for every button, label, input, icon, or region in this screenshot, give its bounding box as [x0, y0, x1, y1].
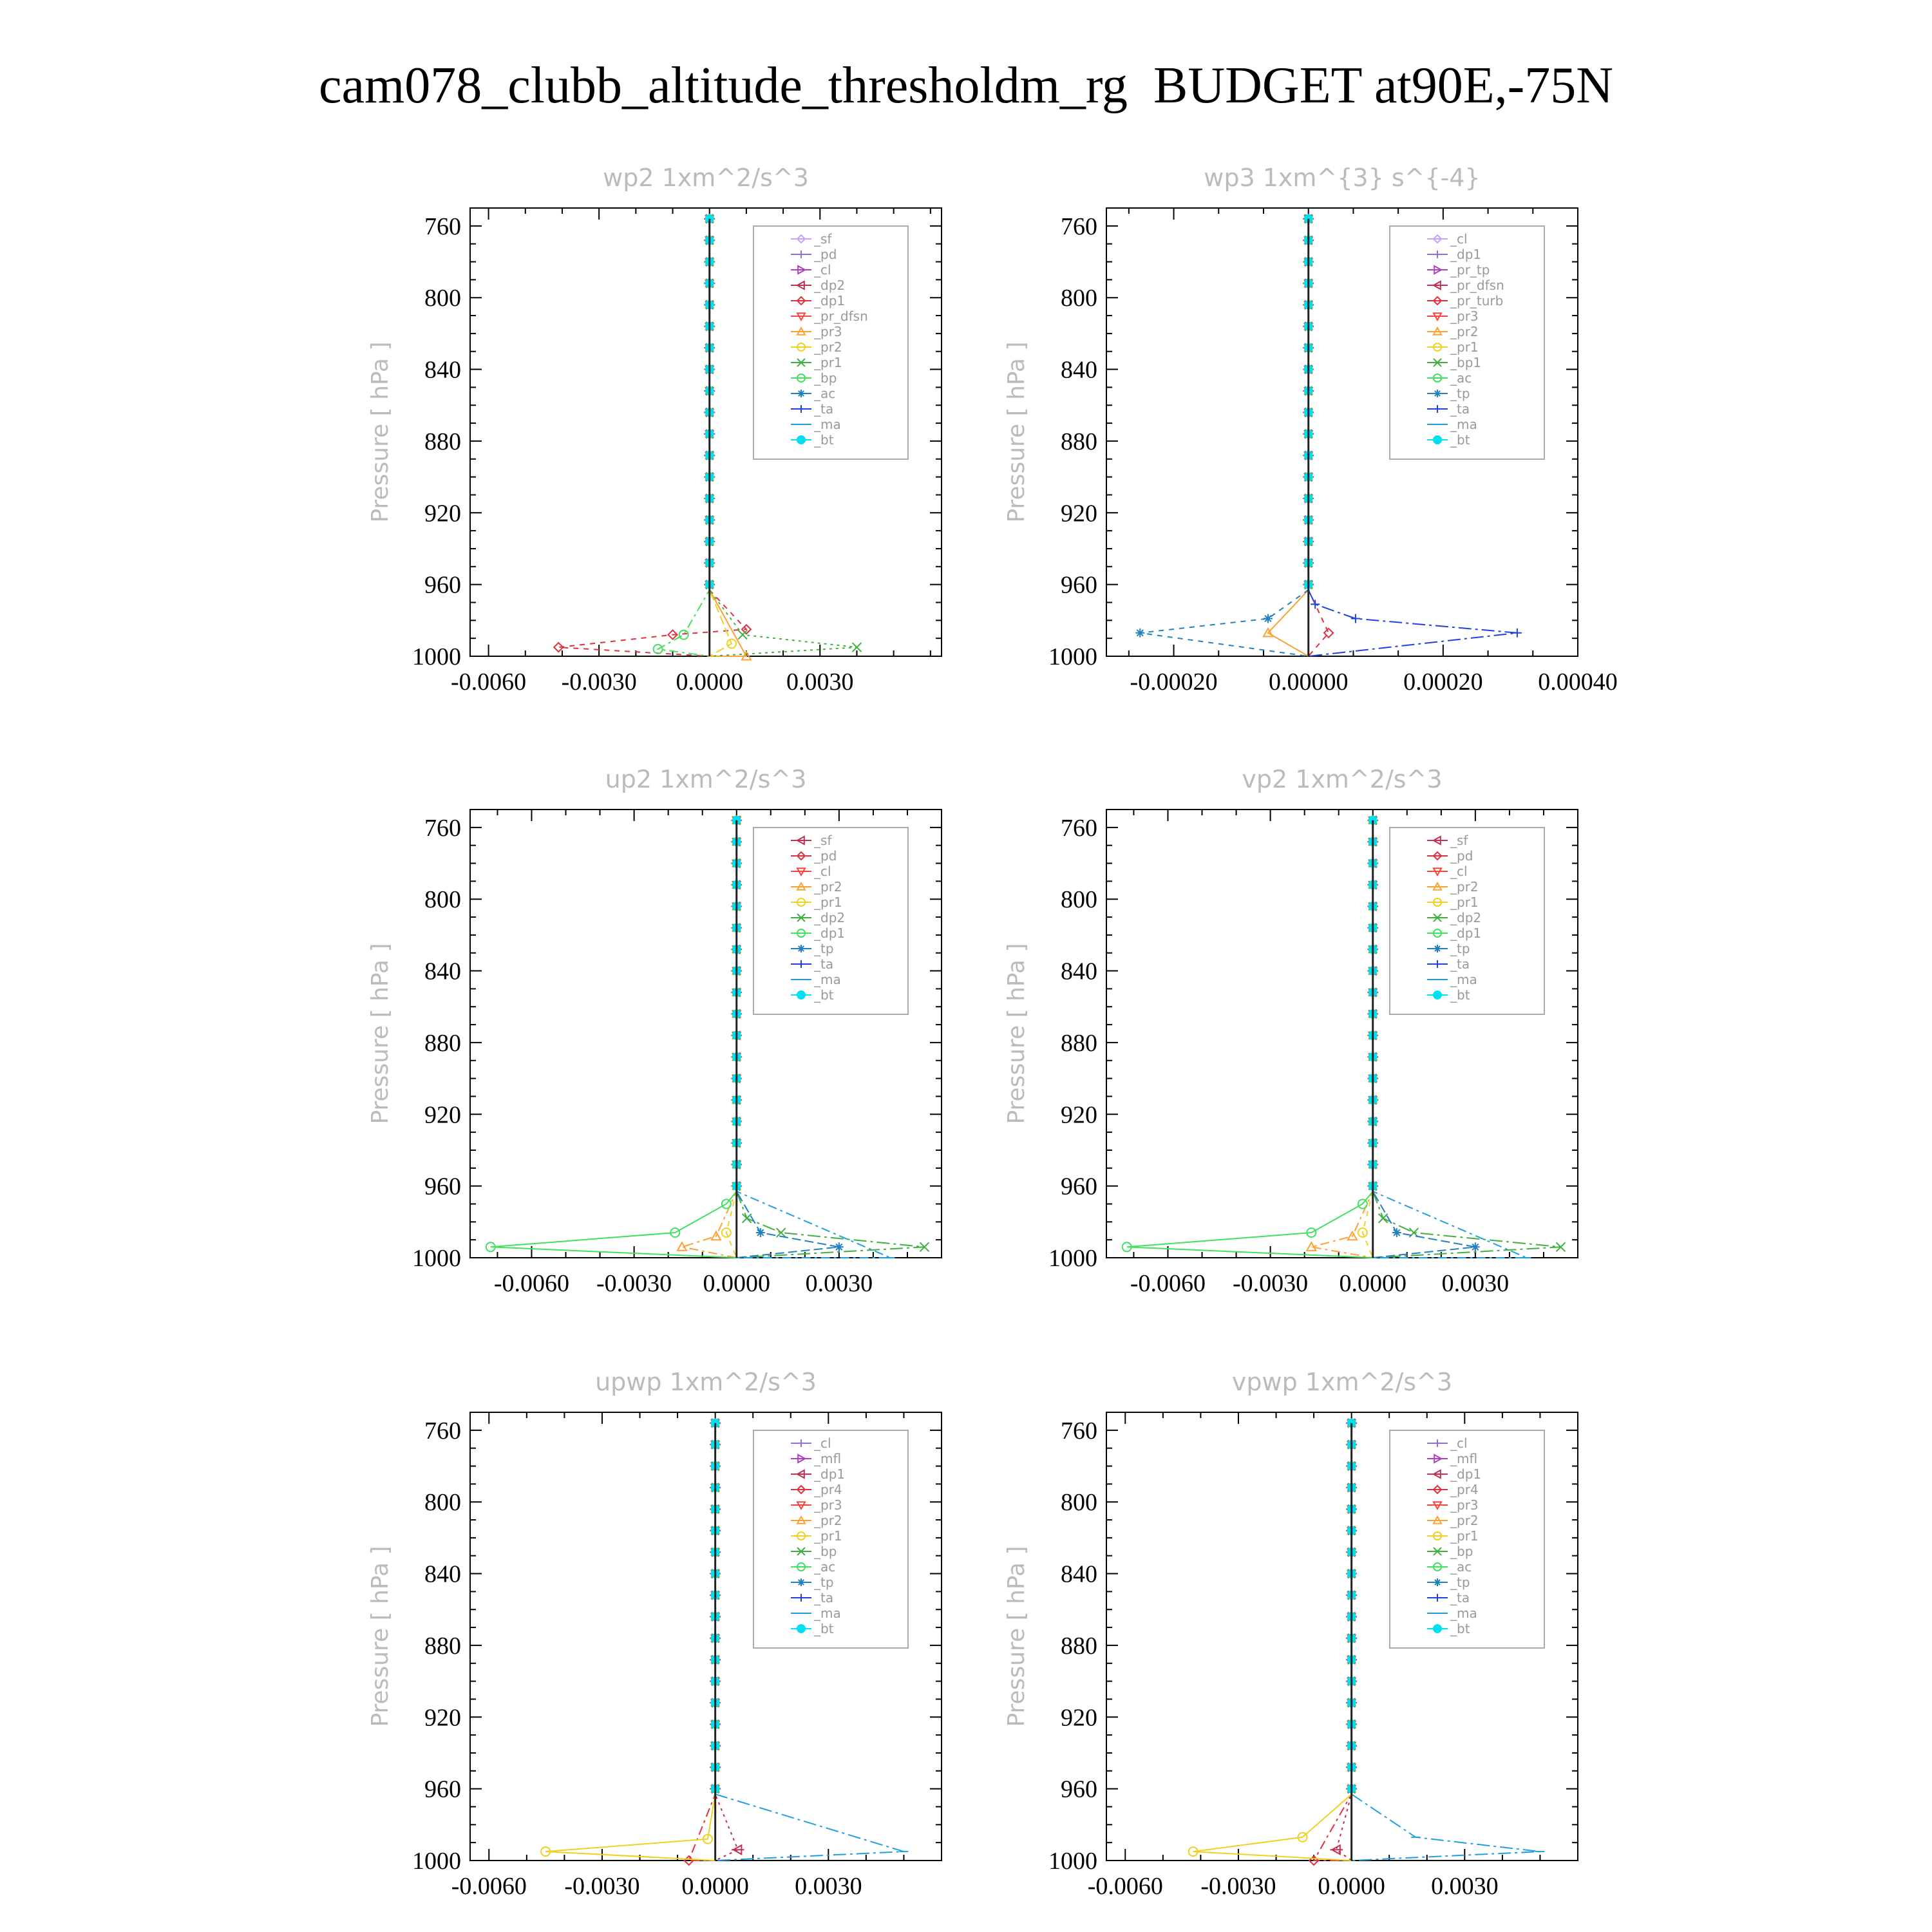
series-line [682, 820, 737, 1258]
legend-label: _ac [1450, 1559, 1472, 1575]
y-axis-label: Pressure [ hPa ] [1003, 1546, 1030, 1727]
y-tick-label: 880 [424, 1632, 461, 1660]
legend-marker [797, 1578, 805, 1586]
y-tick-label: 880 [1061, 1029, 1097, 1057]
x-tick-label: 0.0000 [703, 1270, 770, 1297]
y-tick-label: 960 [424, 571, 461, 599]
legend-label: _bt [814, 1621, 834, 1636]
series-bp [654, 215, 714, 656]
legend-label: _tp [1450, 941, 1470, 956]
legend-marker [1434, 991, 1441, 999]
legend-label: _tp [1450, 386, 1470, 401]
legend-marker [797, 1625, 805, 1633]
series-line [1311, 820, 1372, 1258]
legend-label: _cl [1450, 864, 1468, 879]
legend-marker [797, 436, 805, 444]
data-point [1264, 614, 1273, 623]
x-tick-label: 0.00000 [1268, 668, 1349, 696]
legend-label: _ta [1450, 956, 1470, 972]
series-pr1 [541, 1419, 719, 1861]
legend [753, 1430, 908, 1648]
legend-label: _pr2 [1450, 1513, 1479, 1528]
legend-label: _ac [814, 386, 836, 401]
y-tick-label: 760 [424, 814, 461, 842]
x-tick-label: -0.00020 [1130, 668, 1218, 696]
legend-label: _pr1 [1450, 339, 1479, 355]
y-tick-label: 760 [424, 1417, 461, 1444]
legend-label: _ac [814, 1559, 836, 1575]
y-tick-label: 880 [424, 428, 461, 455]
series-pr1 [1189, 1419, 1356, 1861]
data-point [1135, 629, 1144, 638]
legend-marker [1434, 945, 1441, 952]
x-tick-label: 0.0030 [1441, 1270, 1510, 1297]
series-line [1127, 820, 1373, 1258]
y-tick-label: 800 [424, 285, 461, 312]
legend-label: _ma [814, 417, 841, 432]
y-tick-label: 1000 [1048, 1848, 1097, 1875]
y-tick-label: 880 [1061, 1632, 1097, 1660]
y-tick-label: 840 [424, 356, 461, 384]
legend-label: _dp1 [1450, 925, 1482, 941]
data-point [1379, 1214, 1388, 1223]
x-tick-label: 0.0030 [786, 668, 854, 696]
panel-5 [367, 1368, 942, 1900]
panel-title: wp2 1xm^2/s^3 [603, 164, 809, 192]
x-tick-label: 0.0030 [805, 1270, 873, 1297]
data-point [1311, 600, 1320, 609]
legend-label: _dp1 [814, 925, 846, 941]
x-tick-label: 0.0030 [795, 1873, 862, 1900]
legend-label: _ta [814, 401, 834, 417]
y-tick-label: 800 [1061, 886, 1097, 914]
x-tick-label: 0.0030 [1431, 1873, 1499, 1900]
series-line [491, 820, 737, 1258]
legend-label: _sf [814, 231, 832, 247]
legend-label: _cl [814, 1435, 831, 1451]
y-tick-label: 840 [1061, 1560, 1097, 1588]
y-tick-label: 960 [1061, 1173, 1097, 1200]
y-tick-label: 1000 [1048, 643, 1097, 670]
legend-label: _ma [1450, 972, 1477, 987]
y-tick-label: 960 [424, 1173, 461, 1200]
legend-label: _pr1 [1450, 895, 1479, 910]
y-tick-label: 920 [1061, 1101, 1097, 1129]
legend-label: _pr1 [1450, 1528, 1479, 1544]
legend [1390, 226, 1544, 459]
series-line [1193, 1423, 1352, 1861]
data-point [738, 630, 747, 639]
legend-label: _pd [814, 848, 837, 864]
data-point [1392, 1228, 1401, 1237]
legend-label: _ta [1450, 401, 1470, 417]
series-line [1140, 219, 1308, 656]
panel-3 [367, 765, 942, 1297]
x-tick-label: -0.0030 [1233, 1270, 1309, 1297]
y-tick-label: 1000 [1048, 1245, 1097, 1272]
y-tick-label: 840 [1061, 356, 1097, 384]
y-axis-label: Pressure [ hPa ] [1003, 943, 1030, 1124]
x-tick-label: -0.0030 [1200, 1873, 1276, 1900]
legend-label: _bp1 [1450, 355, 1482, 370]
series-line [1314, 1423, 1352, 1861]
panel-title: vpwp 1xm^2/s^3 [1231, 1368, 1453, 1396]
legend [753, 828, 908, 1014]
y-tick-label: 1000 [412, 1245, 461, 1272]
x-tick-label: 0.00020 [1403, 668, 1483, 696]
y-tick-label: 760 [1061, 213, 1097, 240]
x-tick-label: -0.0060 [1130, 1270, 1206, 1297]
panel-title: upwp 1xm^2/s^3 [595, 1368, 817, 1396]
data-point [1330, 1845, 1343, 1854]
y-tick-label: 960 [424, 1776, 461, 1803]
legend-label: _pr4 [814, 1482, 842, 1497]
legend [1390, 1430, 1544, 1648]
legend-label: _pr3 [814, 1497, 842, 1513]
legend-label: _bt [1450, 1621, 1470, 1636]
legend-label: _bp [814, 370, 837, 386]
legend-label: _ta [814, 956, 834, 972]
legend-label: _ma [1450, 417, 1477, 432]
legend-label: _bt [1450, 987, 1470, 1003]
x-tick-label: -0.0030 [561, 668, 637, 696]
legend-label: _pr_dfsn [814, 308, 868, 324]
legend-marker [1434, 390, 1441, 397]
y-tick-label: 840 [424, 958, 461, 985]
legend-marker [797, 945, 805, 952]
y-axis-label: Pressure [ hPa ] [367, 341, 393, 523]
legend-label: _tp [1450, 1575, 1470, 1590]
legend-label: _pr3 [1450, 1497, 1479, 1513]
y-tick-label: 920 [424, 500, 461, 527]
data-point [1351, 614, 1360, 623]
data-point [1471, 1242, 1480, 1251]
x-tick-label: 0.0000 [676, 668, 743, 696]
data-point [732, 1845, 744, 1854]
legend-label: _dp1 [1450, 247, 1482, 262]
legend-label: _dp2 [814, 910, 846, 925]
series-pr2 [677, 817, 741, 1258]
legend-label: _sf [1450, 833, 1468, 848]
legend-label: _pr_turb [1450, 293, 1504, 308]
y-tick-label: 920 [1061, 1704, 1097, 1732]
y-tick-label: 760 [1061, 814, 1097, 842]
legend-label: _cl [814, 864, 831, 879]
legend-label: _tp [814, 1575, 834, 1590]
x-tick-label: -0.0030 [564, 1873, 640, 1900]
series-line [545, 1423, 715, 1861]
legend-label: _pr4 [1450, 1482, 1479, 1497]
legend-label: _pr3 [814, 324, 842, 339]
data-point [835, 1242, 844, 1251]
y-tick-label: 920 [424, 1704, 461, 1732]
x-tick-label: 0.0000 [681, 1873, 749, 1900]
legend-label: _cl [814, 262, 831, 278]
legend-label: _dp1 [814, 293, 846, 308]
series-tp [1135, 215, 1312, 656]
panel-title: wp3 1xm^{3} s^{-4} [1204, 164, 1481, 192]
panel-6 [1003, 1368, 1578, 1900]
legend-label: _ac [1450, 370, 1472, 386]
panel-1 [367, 164, 942, 696]
legend-label: _pr2 [814, 879, 842, 895]
panel-title: up2 1xm^2/s^3 [605, 765, 807, 793]
y-tick-label: 880 [1061, 428, 1097, 455]
y-tick-label: 800 [1061, 285, 1097, 312]
y-tick-label: 760 [424, 213, 461, 240]
series-dp1 [1122, 817, 1377, 1258]
series-pr2 [1307, 817, 1376, 1258]
legend-label: _bp [1450, 1544, 1473, 1559]
x-tick-label: -0.0060 [1087, 1873, 1163, 1900]
series-line [710, 219, 746, 656]
y-tick-label: 880 [424, 1029, 461, 1057]
legend-label: _pr_dfsn [1450, 278, 1504, 293]
legend-label: _pr2 [1450, 879, 1479, 895]
legend-label: _bt [814, 987, 834, 1003]
legend-marker [1434, 436, 1441, 444]
x-tick-label: -0.0060 [451, 668, 527, 696]
legend-label: _ma [814, 1605, 841, 1621]
legend-marker [797, 390, 805, 397]
legend-label: _ta [814, 1590, 834, 1605]
series-line [1268, 219, 1309, 656]
y-tick-label: 920 [1061, 500, 1097, 527]
legend-label: _pr1 [814, 895, 842, 910]
y-tick-label: 760 [1061, 1417, 1097, 1444]
legend-label: _dp1 [814, 1466, 846, 1482]
legend [1390, 828, 1544, 1014]
legend-marker [1434, 1625, 1441, 1633]
legend-label: _dp2 [814, 278, 846, 293]
legend-label: _bt [1450, 432, 1470, 448]
y-axis-label: Pressure [ hPa ] [1003, 341, 1030, 523]
data-point [679, 630, 688, 639]
x-tick-label: -0.0060 [451, 1873, 527, 1900]
legend-marker [797, 991, 805, 999]
legend-label: _pr1 [814, 1528, 842, 1544]
y-tick-label: 960 [1061, 1776, 1097, 1803]
data-point [1513, 629, 1522, 638]
data-point [852, 643, 861, 652]
series-dp1 [554, 215, 751, 656]
series-line [658, 219, 710, 656]
x-tick-label: -0.0060 [493, 1270, 570, 1297]
y-tick-label: 960 [1061, 571, 1097, 599]
y-tick-label: 840 [424, 1560, 461, 1588]
legend-label: _bt [814, 432, 834, 448]
legend-label: _dp2 [1450, 910, 1482, 925]
legend-label: _mfl [814, 1451, 842, 1466]
legend-label: _pr_tp [1450, 262, 1490, 278]
legend-label: _mfl [1450, 1451, 1478, 1466]
x-tick-label: 0.0000 [1339, 1270, 1406, 1297]
legend-label: _pr1 [814, 355, 842, 370]
legend-label: _ma [814, 972, 841, 987]
legend-label: _sf [814, 833, 832, 848]
y-tick-label: 1000 [412, 643, 461, 670]
legend-label: _pd [1450, 848, 1473, 864]
page-title: cam078_clubb_altitude_thresholdm_rg BUDGET at90E,-75N [318, 57, 1614, 114]
y-tick-label: 800 [424, 886, 461, 914]
legend-label: _cl [1450, 231, 1468, 247]
y-tick-label: 800 [424, 1489, 461, 1517]
panel-2 [1003, 164, 1618, 696]
y-axis-label: Pressure [ hPa ] [367, 943, 393, 1124]
panel-4 [1003, 765, 1578, 1297]
y-tick-label: 920 [424, 1101, 461, 1129]
legend-label: _tp [814, 941, 834, 956]
x-tick-label: 0.0000 [1318, 1873, 1385, 1900]
x-tick-label: -0.0030 [596, 1270, 672, 1297]
series-dp1 [486, 817, 741, 1258]
legend-marker [1434, 1578, 1441, 1586]
data-point [756, 1228, 765, 1237]
data-point [743, 1214, 752, 1223]
legend-label: _pr3 [1450, 308, 1479, 324]
y-tick-label: 800 [1061, 1489, 1097, 1517]
legend-label: _dp1 [1450, 1466, 1482, 1482]
x-tick-label: 0.00040 [1538, 668, 1618, 696]
panel-title: vp2 1xm^2/s^3 [1242, 765, 1443, 793]
y-tick-label: 840 [1061, 958, 1097, 985]
y-tick-label: 1000 [412, 1848, 461, 1875]
legend-label: _pd [814, 247, 837, 262]
legend-label: _bp [814, 1544, 837, 1559]
legend-label: _cl [1450, 1435, 1468, 1451]
legend [753, 226, 908, 459]
legend-label: _ta [1450, 1590, 1470, 1605]
series-line [558, 219, 746, 656]
y-axis-label: Pressure [ hPa ] [367, 1546, 393, 1727]
legend-label: _pr2 [814, 1513, 842, 1528]
legend-label: _pr2 [814, 339, 842, 355]
legend-label: _ma [1450, 1605, 1477, 1621]
legend-label: _pr2 [1450, 324, 1479, 339]
